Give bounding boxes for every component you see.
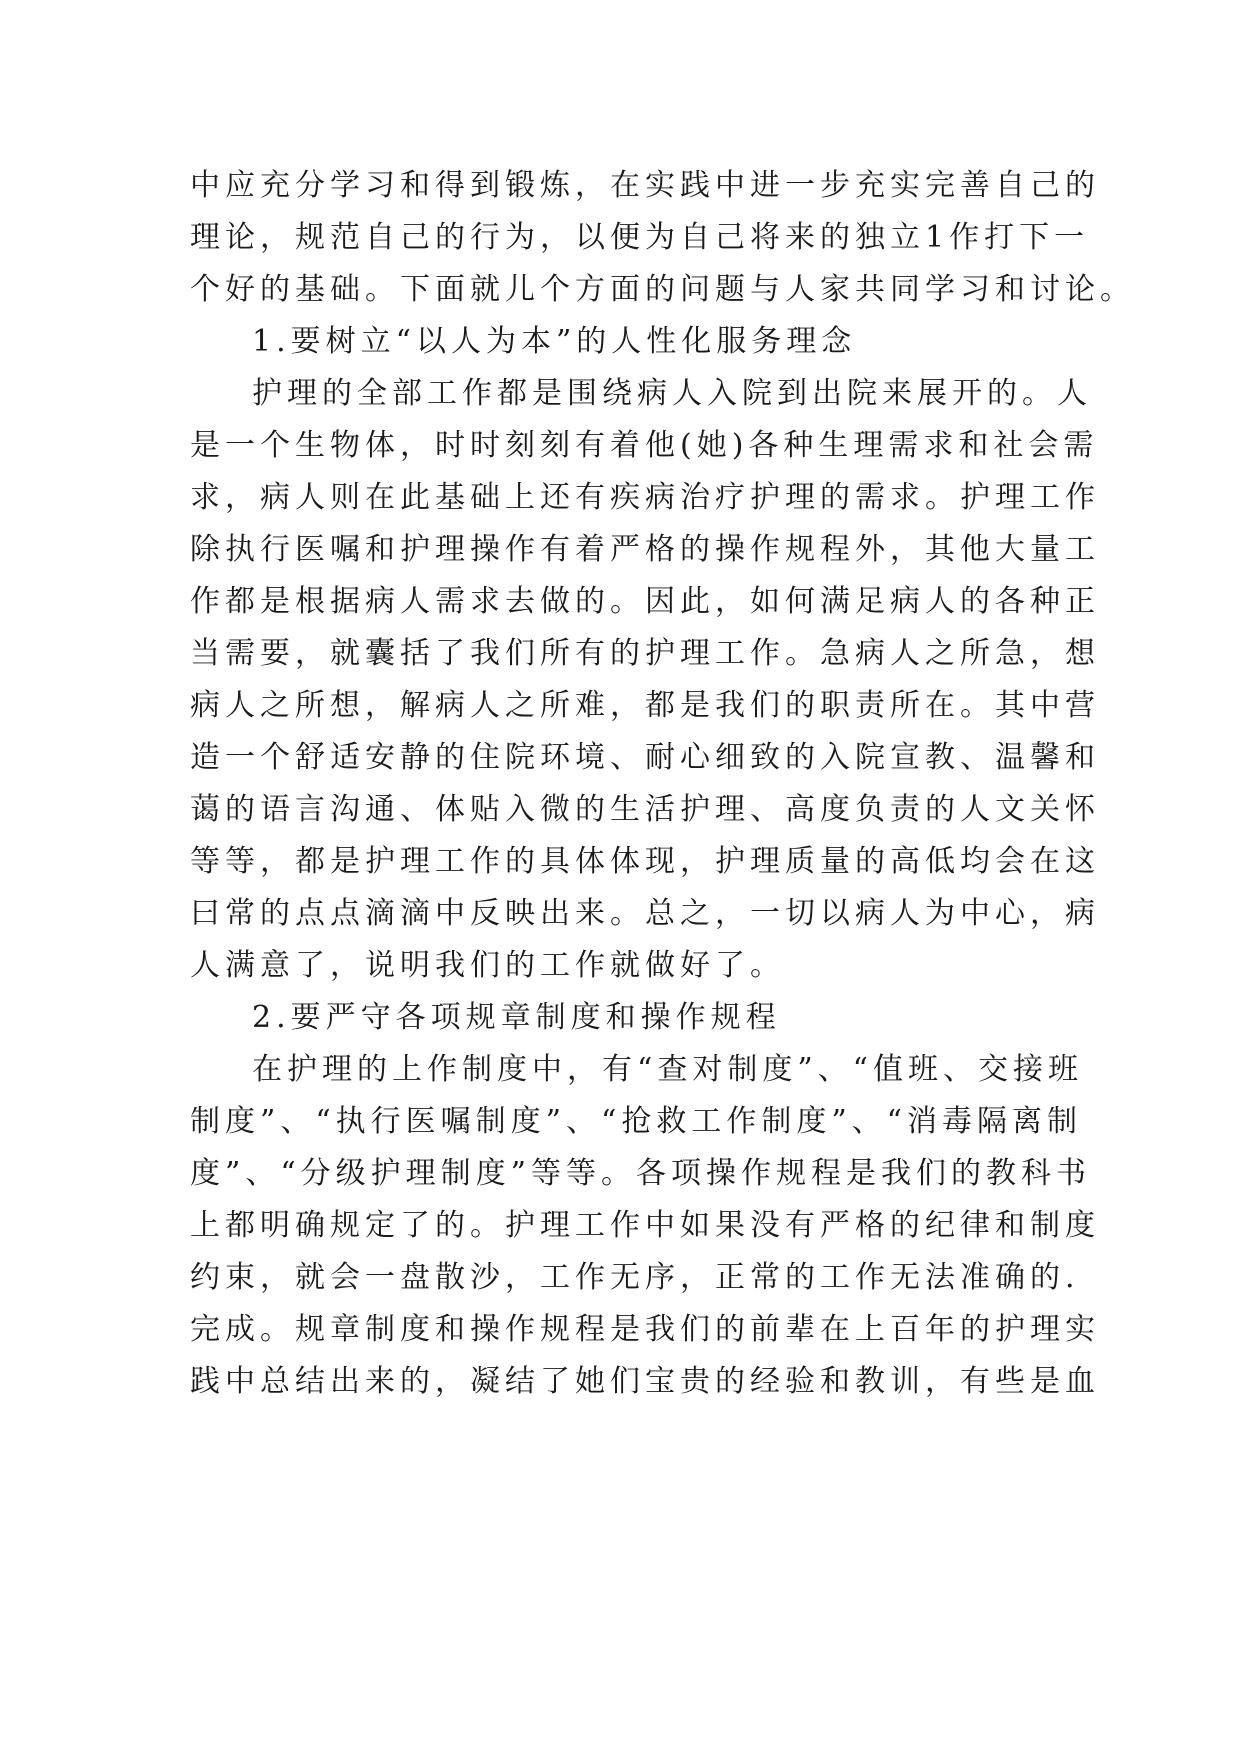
body-line: 人满意了，说明我们的工作就做好了。: [190, 948, 785, 983]
body-line: 理论，规范自己的行为，以便为自己将来的独立1作打下一: [190, 220, 1090, 255]
body-line: 中应充分学习和得到锻炼，在实践中进一步充实完善自己的: [190, 168, 1100, 203]
body-line: 作都是根据病人需求去做的。因此，如何满足病人的各种正: [190, 584, 1100, 619]
body-line: 是一个生物体，时时刻刻有着他(她)各种生理需求和社会需: [190, 428, 1099, 463]
body-line: 个好的基础。下面就儿个方面的问题与人家共同学习和讨论。: [190, 272, 1135, 307]
body-line: 制度”、“执行医嘱制度”、“抢救工作制度”、“消毒隔离制: [190, 1104, 1083, 1139]
body-line: 完成。规章制度和操作规程是我们的前辈在上百年的护理实: [190, 1312, 1100, 1347]
body-line: 蔼的语言沟通、体贴入微的生活护理、高度负责的人文关怀: [190, 792, 1100, 827]
body-line: 造一个舒适安静的住院环境、耐心细致的入院宣教、温馨和: [190, 740, 1100, 775]
body-line: 求，病人则在此基础上还有疾病治疗护理的需求。护理工作: [190, 480, 1100, 515]
body-line: 约束，就会一盘散沙，工作无序，正常的工作无法准确的.: [190, 1260, 1080, 1295]
body-line: 度”、“分级护理制度”等等。各项操作规程是我们的教科书: [190, 1156, 1092, 1191]
body-line: 上都明确规定了的。护理工作中如果没有严格的纪律和制度: [190, 1208, 1100, 1243]
document-body: [190, 160, 1135, 1408]
body-line: 除执行医嘱和护理操作有着严格的操作规程外，其他大量工: [190, 532, 1100, 567]
body-line: 病人之所想，解病人之所难，都是我们的职责所在。其中营: [190, 688, 1100, 723]
body-line: 践中总结出来的，凝结了她们宝贵的经验和教训，有些是血: [190, 1364, 1100, 1399]
body-line: 当需要，就囊括了我们所有的护理工作。急病人之所急，想: [190, 636, 1100, 671]
paragraph-start: 护理的全部工作都是围绕病人入院到出院来展开的。人: [252, 376, 1092, 411]
body-line: 等等，都是护理工作的具体体现，护理质量的高低均会在这: [190, 844, 1100, 879]
body-line: 曰常的点点滴滴中反映出来。总之，一切以病人为中心，病: [190, 896, 1100, 931]
section-heading-1: 1.要树立“以人为本”的人性化服务理念: [252, 324, 857, 359]
section-heading-2: 2.要严守各项规章制度和操作规程: [252, 1000, 781, 1035]
paragraph-start: 在护理的上作制度中，有“查对制度”、“值班、交接班: [252, 1052, 1084, 1087]
